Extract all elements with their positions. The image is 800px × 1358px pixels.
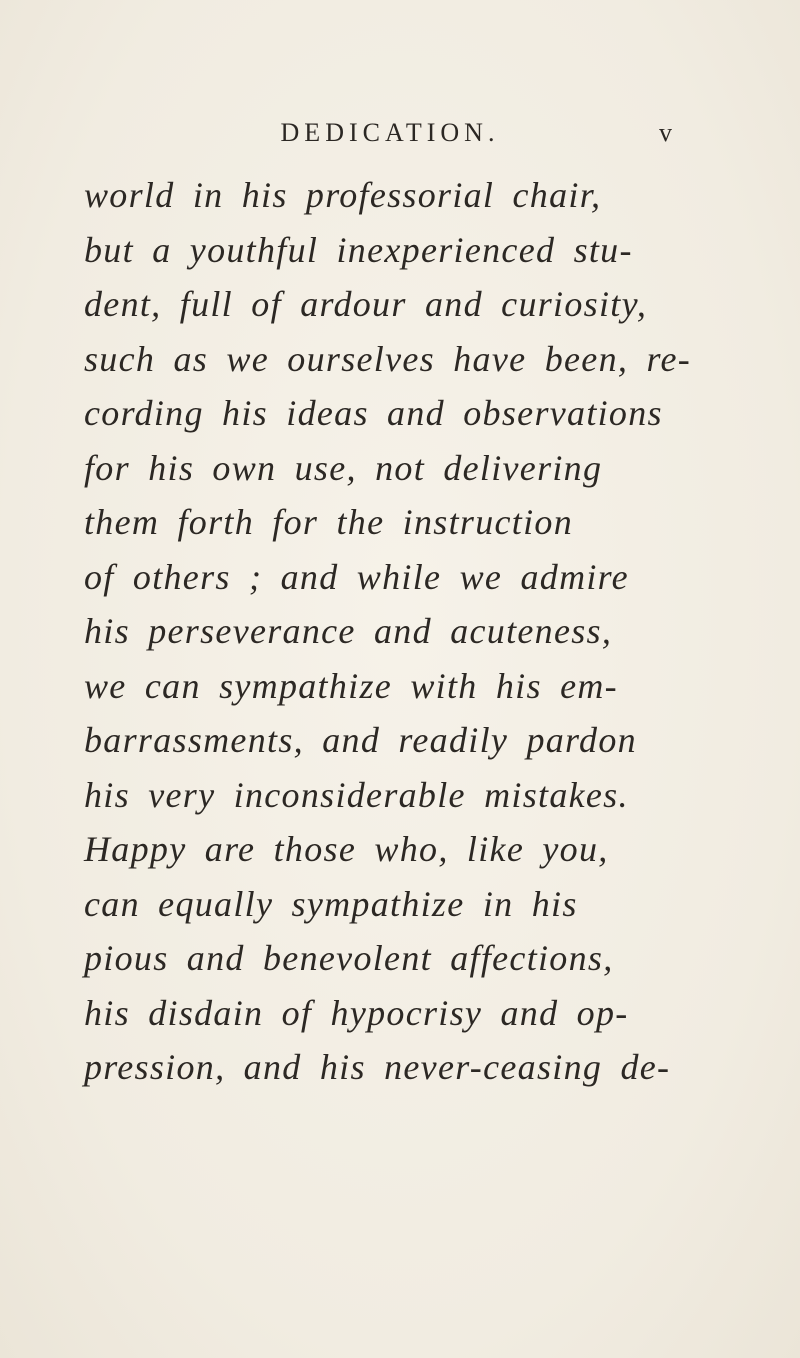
text-line: barrassments, and readily pardon: [84, 720, 637, 760]
text-line: cording his ideas and observations: [84, 393, 663, 433]
text-line: for his own use, not delivering: [84, 447, 603, 488]
page-number: v: [659, 118, 672, 147]
text-line: dent, full of ardour and curiosity,: [84, 284, 648, 324]
text-line: Happy are those who, like you,: [84, 829, 609, 869]
text-line: can equally sympathize in his: [84, 883, 578, 924]
running-head-title: DEDICATION.: [280, 118, 500, 147]
body-text: [84, 168, 724, 1095]
text-line: pious and benevolent affections,: [84, 938, 614, 978]
text-line: world in his professorial chair,: [84, 175, 602, 215]
text-line: his perseverance and acuteness,: [84, 611, 613, 651]
text-line: his very inconsiderable mistakes.: [84, 774, 629, 815]
text-line: pression, and his never-ceasing de-: [84, 1047, 671, 1087]
text-line: such as we ourselves have been, re-: [84, 338, 692, 379]
running-head: [0, 118, 800, 158]
text-line: them forth for the instruction: [84, 502, 573, 542]
text-line: his disdain of hypocrisy and op-: [84, 992, 629, 1033]
text-line: we can sympathize with his em-: [84, 665, 618, 706]
text-line: of others ; and while we admire: [84, 556, 629, 597]
text-line: but a youthful inexperienced stu-: [84, 229, 633, 270]
